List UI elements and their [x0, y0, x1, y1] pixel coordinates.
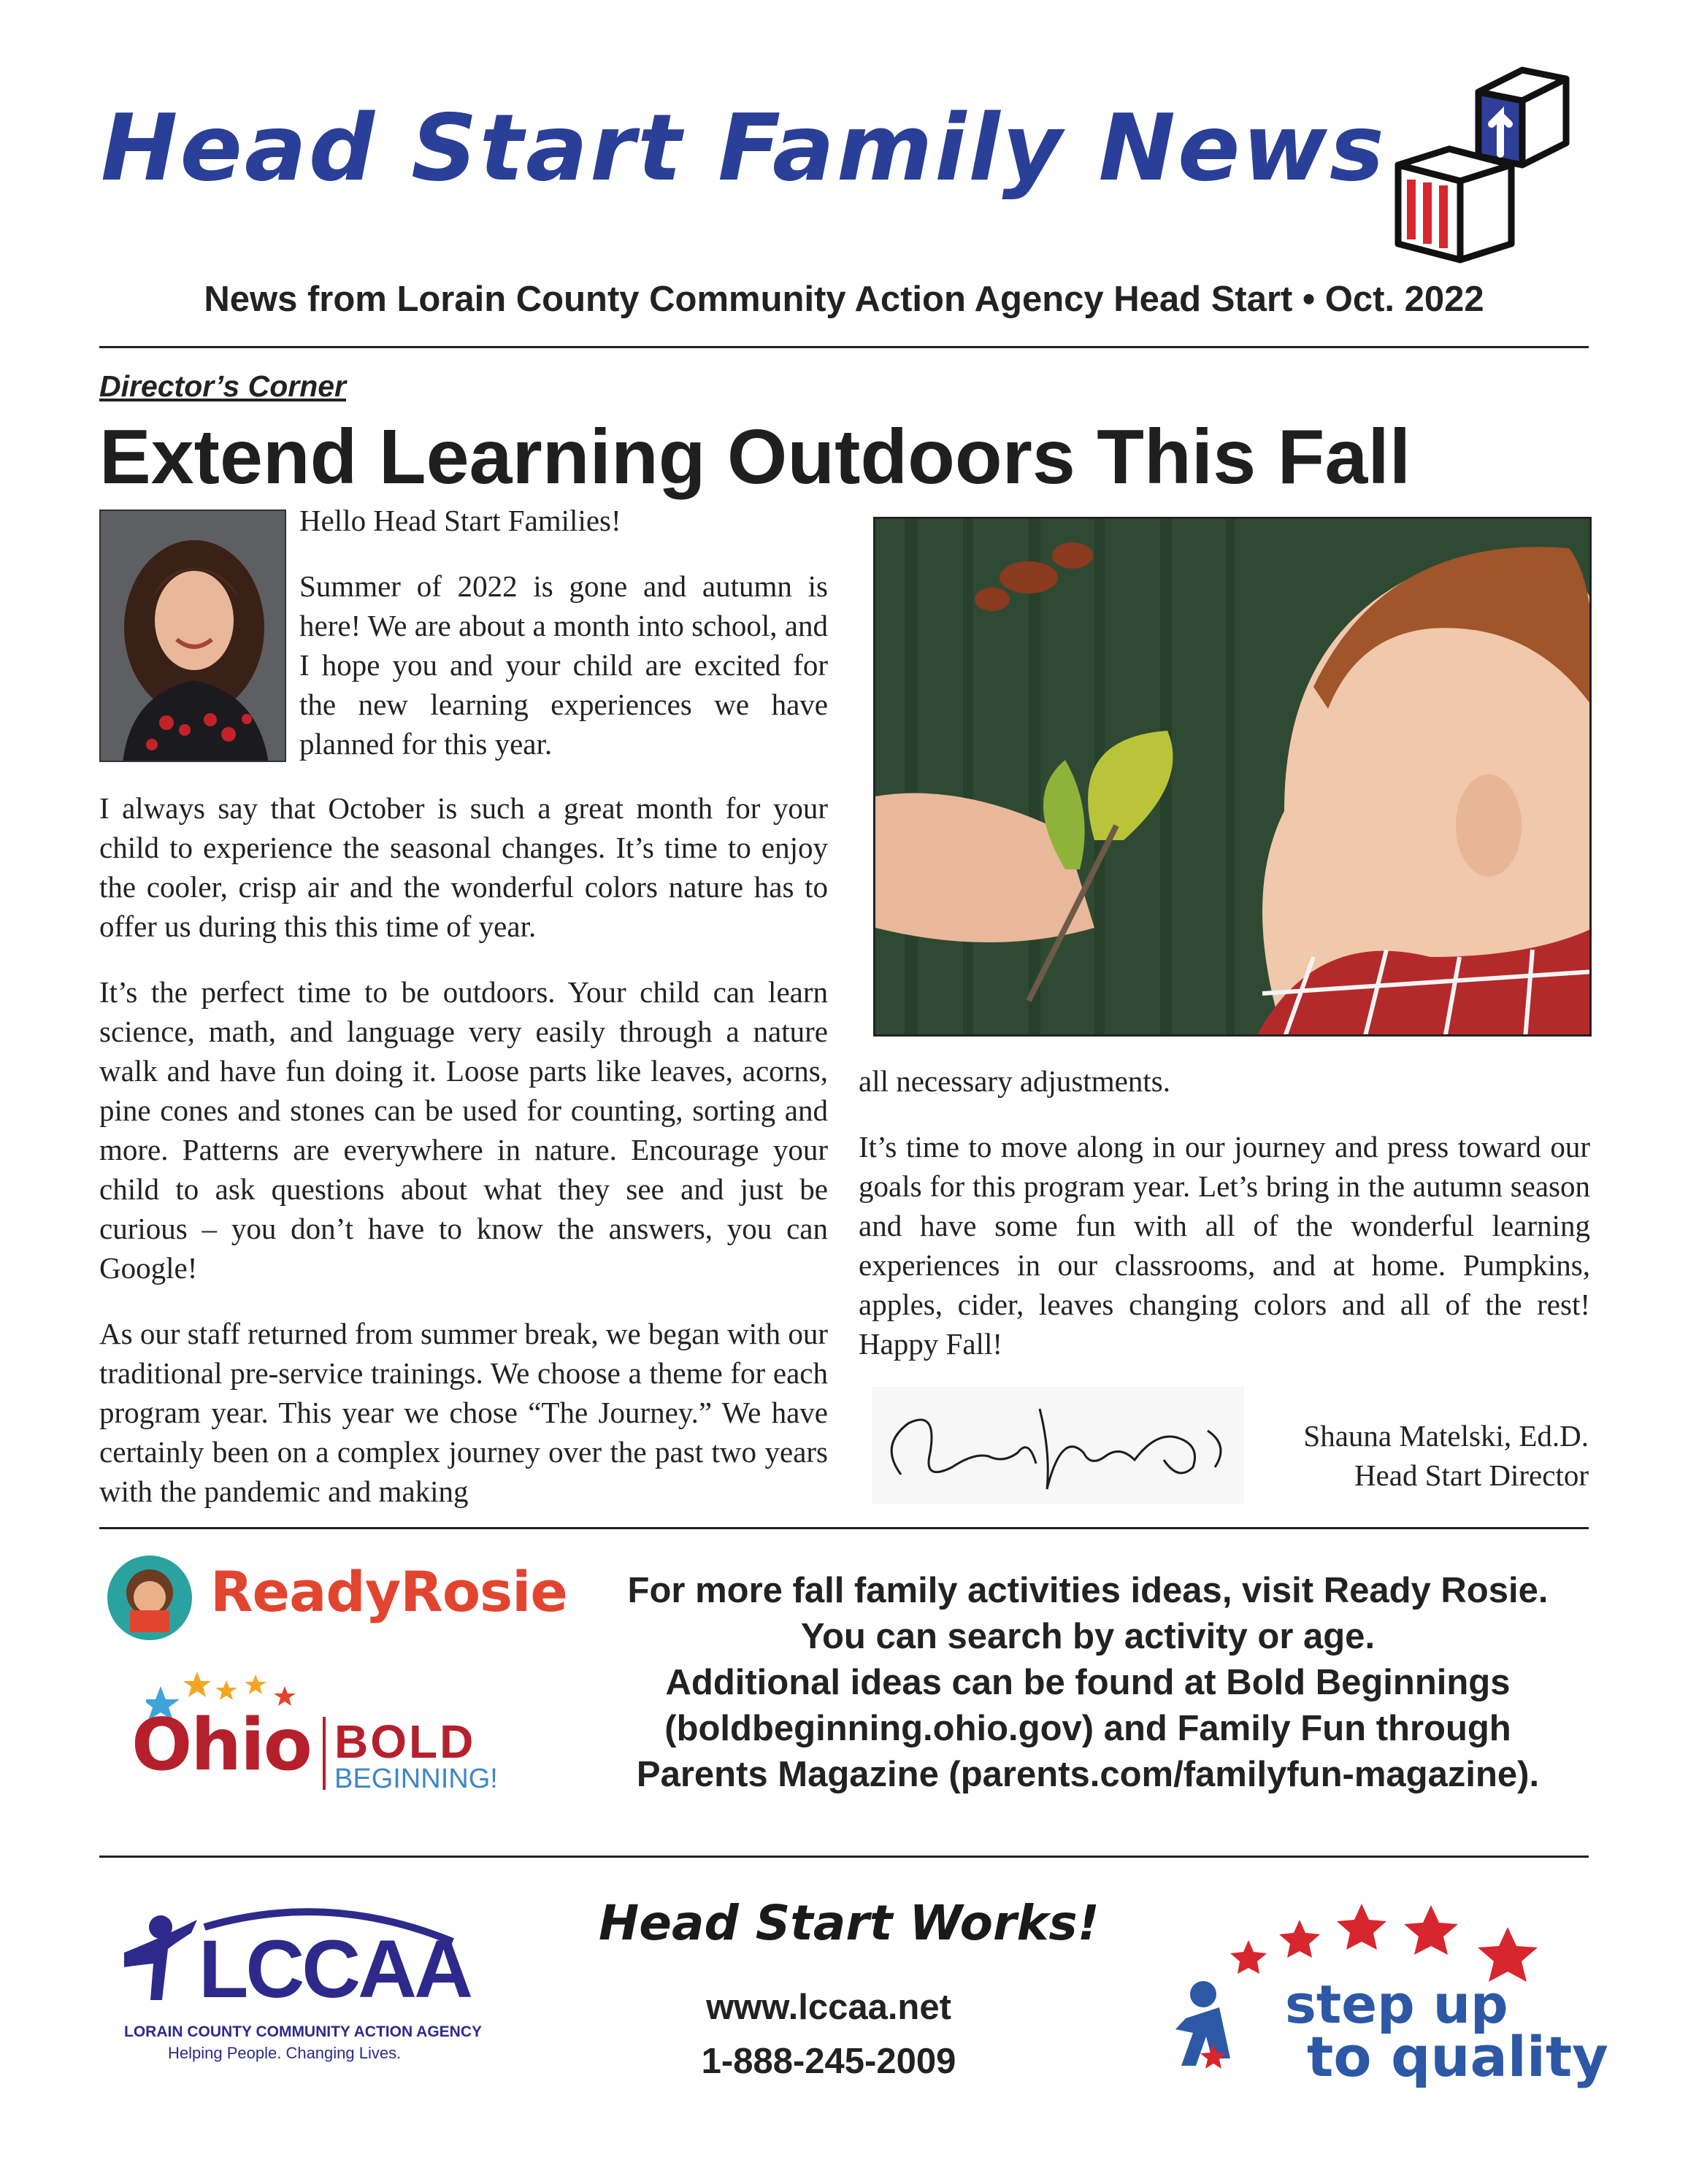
article-divider [99, 1527, 1589, 1529]
promo-line-4: (boldbeginning.ohio.gov) and Family Fun through [664, 1709, 1511, 1748]
newsletter-title: Head Start Family News [101, 94, 1386, 201]
website-link[interactable]: www.lccaa.net [706, 1988, 951, 2027]
stepup-line-2: to quality [1307, 2024, 1608, 2089]
promo-text [555, 1568, 1621, 1798]
director-portrait [99, 510, 286, 762]
child-with-leaf-photo [873, 517, 1592, 1037]
readyrosie-wordmark: ReadyRosie [210, 1559, 567, 1624]
promo-line-2: You can search by activity or age. [800, 1617, 1376, 1656]
staff-paragraph: As our staff returned from summer break, we began with our traditional pre-service trainings. We choose a theme for each program year. This year we chose “The Journey.” We have certainly been on a complex journey over the past two years with the pandemic and making [99, 1317, 828, 1508]
promo-line-1: For more fall family activities ideas, visit Ready Rosie. [627, 1571, 1549, 1610]
beginning-wordmark: BEGINNING! [334, 1764, 498, 1794]
section-kicker: Director’s Corner [99, 369, 346, 403]
adjustments-paragraph: all necessary adjustments. [859, 1064, 1170, 1098]
director-title: Head Start Director [1354, 1458, 1589, 1492]
newsletter-subtitle: News from Lorain County Community Action Agency Head Start • Oct. 2022 [204, 280, 1484, 319]
promo-line-3: Additional ideas can be found at Bold Beginnings [665, 1663, 1511, 1702]
october-paragraph: I always say that October is such a great month for your child to experience the seasonal changes. It’s time to enjoy the cooler, crisp air and the wonderful colors nature has to offer us during this this time of year. [99, 791, 828, 943]
head-start-works-slogan: Head Start Works! [599, 1895, 1100, 1951]
readyrosie-logo [102, 1550, 567, 1645]
lccaa-logo [110, 1898, 489, 2073]
article-column-left [99, 788, 828, 1537]
intro-paragraph: Summer of 2022 is gone and autumn is here! We are about a month into school, and I hope you and your child are excited for the new learning experiences we have planned for this year. [299, 569, 828, 761]
lccaa-full-name: LORAIN COUNTY COMMUNITY ACTION AGENCY [124, 2023, 483, 2040]
alphabet-blocks-icon [1391, 63, 1588, 267]
article-headline: Extend Learning Outdoors This Fall [99, 414, 1411, 500]
signature-text: Shauna Matelski EdD [1062, 1496, 1078, 1497]
article-intro [299, 501, 828, 790]
greeting-paragraph: Hello Head Start Families! [299, 504, 621, 537]
lccaa-tagline: Helping People. Changing Lives. [168, 2044, 402, 2062]
director-name: Shauna Matelski, Ed.D. [1303, 1419, 1589, 1453]
lccaa-wordmark: LCCAA [199, 1923, 470, 2015]
phone-number: 1-888-245-2009 [701, 2042, 956, 2081]
bold-wordmark: BOLD [334, 1715, 476, 1768]
ohio-wordmark: Ohio [131, 1704, 311, 1787]
director-signature [872, 1387, 1244, 1504]
header-divider [99, 346, 1589, 348]
closing-paragraph: It’s time to move along in our journey and press toward our goals for this program year. Let’s bring in the autumn season and have some fun with all of the wonderful learning experiences in our classrooms, and at home. Pumpkins, apples, cider, leaves changing colors and all of the rest! Happy Fall! [859, 1130, 1590, 1361]
outdoors-paragraph: It’s the perfect time to be outdoors. Your child can learn science, math, and language very easily through a nature walk and have fun doing it. Loose parts like leaves, acorns, pine cones and stones can be used for counting, sorting and more. Patterns are everywhere in nature. Encourage your child to ask questions about what they see and just be curious – you don’t have to know the answers, you can Google! [99, 975, 828, 1285]
ohio-bold-beginning-logo [131, 1664, 526, 1803]
promo-line-5: Parents Magazine (parents.com/familyfun-magazine). [636, 1755, 1540, 1794]
promo-divider [99, 1856, 1589, 1858]
stepup-line-1: step up [1285, 1974, 1508, 2035]
article-column-right [859, 1061, 1590, 1390]
step-up-to-quality-logo [1175, 1891, 1608, 2110]
